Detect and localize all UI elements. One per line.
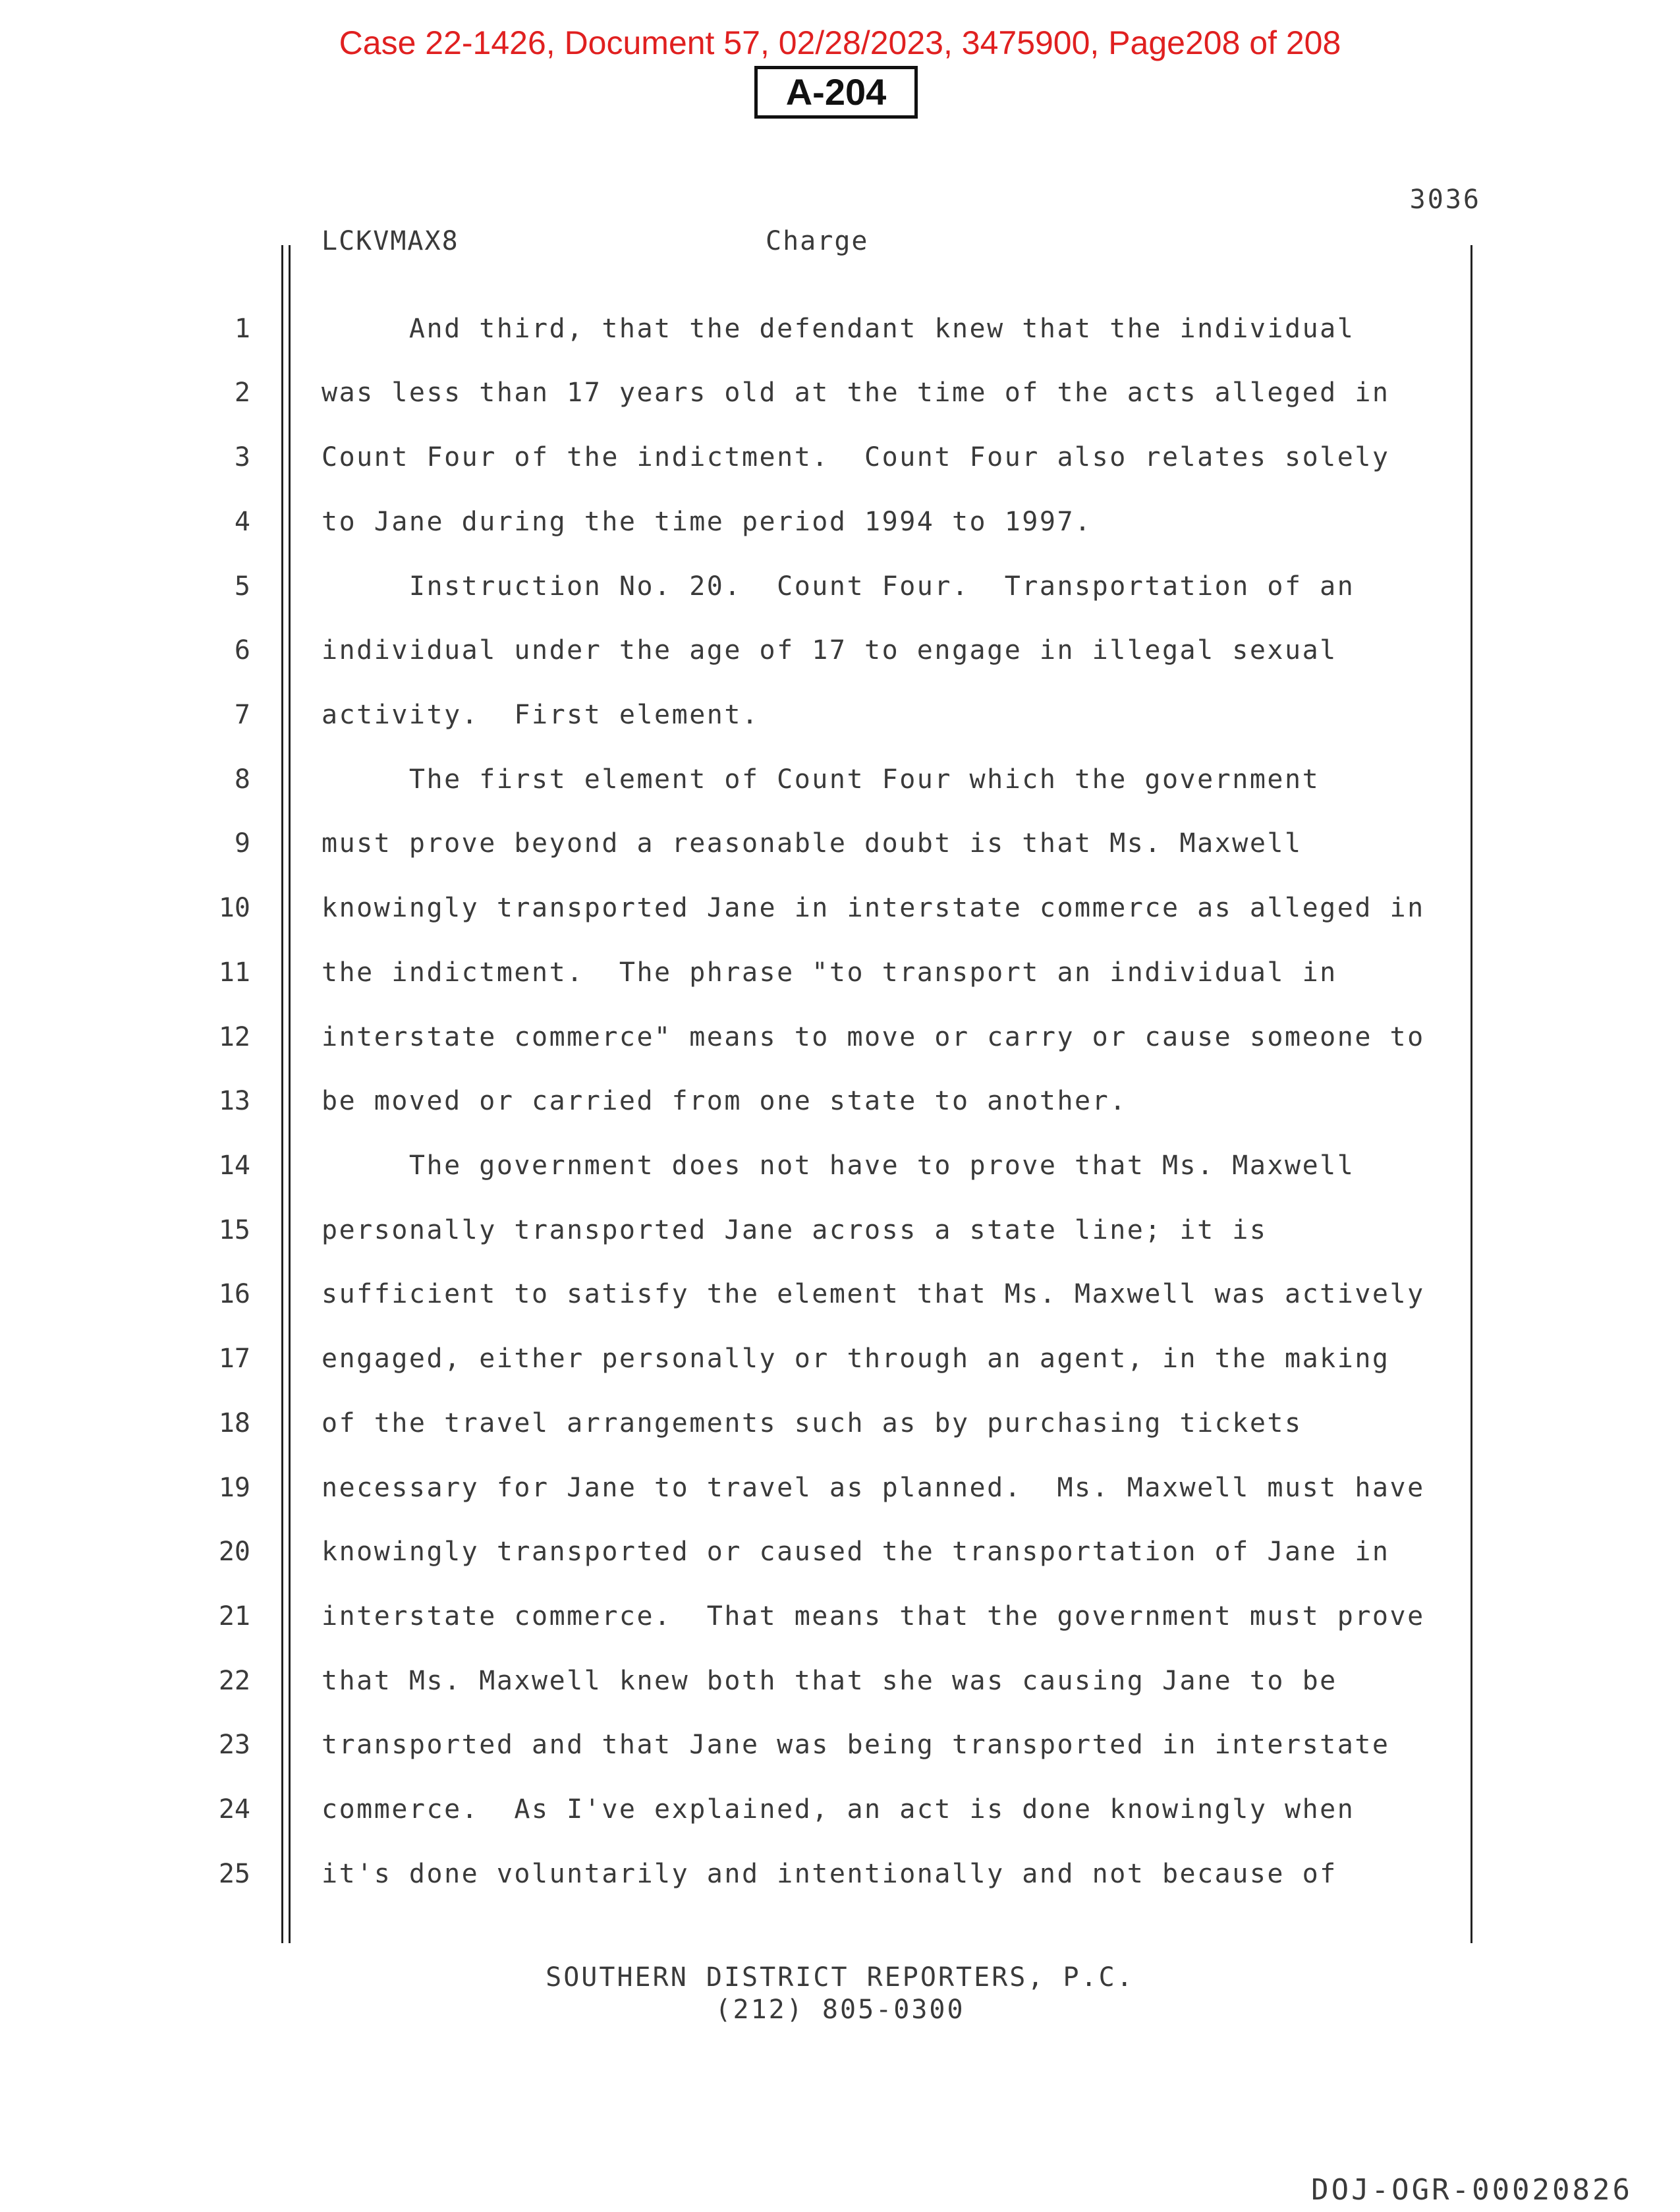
transcript-line: engaged, either personally or through an agent, in the making	[322, 1344, 1390, 1374]
transcript-line: of the travel arrangements such as by purchasing tickets	[322, 1408, 1302, 1438]
line-number: 17	[218, 1344, 250, 1374]
line-number: 9	[234, 828, 250, 859]
line-number: 23	[218, 1730, 250, 1760]
transcript-line: necessary for Jane to travel as planned. Ms. Maxwell must have	[322, 1473, 1425, 1503]
running-header-section: Charge	[766, 226, 869, 256]
footer-reporter: SOUTHERN DISTRICT REPORTERS, P.C.	[546, 1962, 1134, 1993]
transcript-line: knowingly transported Jane in interstate commerce as alleged in	[322, 893, 1425, 923]
transcript-line: interstate commerce. That means that the government must prove	[322, 1601, 1425, 1631]
transcript-line: activity. First element.	[322, 700, 760, 730]
running-header-id: LCKVMAX8	[322, 226, 459, 256]
transcript-line: personally transported Jane across a state line; it is	[322, 1215, 1268, 1245]
line-number: 12	[218, 1022, 250, 1052]
line-number: 7	[234, 700, 250, 730]
left-margin-rule-inner	[289, 245, 291, 1943]
line-number: 20	[218, 1537, 250, 1567]
line-number: 21	[218, 1601, 250, 1631]
transcript-line: transported and that Jane was being transported in interstate	[322, 1730, 1390, 1760]
line-number: 11	[218, 957, 250, 988]
page-number: 3036	[1409, 184, 1481, 215]
line-number: 5	[234, 571, 250, 602]
line-number: 6	[234, 635, 250, 666]
transcript-line: the indictment. The phrase "to transport an individual in	[322, 957, 1337, 988]
transcript-line: that Ms. Maxwell knew both that she was causing Jane to be	[322, 1666, 1337, 1696]
case-header: Case 22-1426, Document 57, 02/28/2023, 3475900, Page208 of 208	[339, 24, 1341, 61]
bates-number: DOJ-OGR-00020826	[1311, 2173, 1633, 2207]
right-margin-rule	[1470, 245, 1472, 1943]
transcript-line: must prove beyond a reasonable doubt is that Ms. Maxwell	[322, 828, 1302, 859]
left-margin-rule-outer	[281, 245, 283, 1943]
line-number: 4	[234, 507, 250, 537]
transcript-line: be moved or carried from one state to another.	[322, 1086, 1127, 1116]
transcript-line: The government does not have to prove that Ms. Maxwell	[322, 1150, 1355, 1181]
transcript-line: knowingly transported or caused the transportation of Jane in	[322, 1537, 1390, 1567]
line-number: 16	[218, 1279, 250, 1309]
line-number: 15	[218, 1215, 250, 1245]
line-number: 2	[234, 378, 250, 408]
line-number: 19	[218, 1473, 250, 1503]
transcript-line: And third, that the defendant knew that the individual	[322, 314, 1355, 344]
transcript-line: it's done voluntarily and intentionally and not because of	[322, 1859, 1337, 1889]
transcript-line: was less than 17 years old at the time of the acts alleged in	[322, 378, 1390, 408]
transcript-line: to Jane during the time period 1994 to 1997.	[322, 507, 1092, 537]
line-number: 1	[234, 314, 250, 344]
footer-phone: (212) 805-0300	[715, 1995, 965, 2025]
transcript-line: interstate commerce" means to move or carry or cause someone to	[322, 1022, 1425, 1052]
line-number: 3	[234, 442, 250, 472]
transcript-line: individual under the age of 17 to engage in illegal sexual	[322, 635, 1337, 666]
exhibit-label: A-204	[754, 66, 918, 119]
transcript-line: Instruction No. 20. Count Four. Transportation of an	[322, 571, 1355, 602]
line-number: 24	[218, 1794, 250, 1825]
transcript-line: commerce. As I've explained, an act is done knowingly when	[322, 1794, 1355, 1825]
line-number: 10	[218, 893, 250, 923]
line-number: 14	[218, 1150, 250, 1181]
line-number: 18	[218, 1408, 250, 1438]
line-number: 25	[218, 1859, 250, 1889]
transcript-line: The first element of Count Four which the government	[322, 764, 1320, 795]
transcript-line: sufficient to satisfy the element that Ms. Maxwell was actively	[322, 1279, 1425, 1309]
line-number: 22	[218, 1666, 250, 1696]
line-number: 13	[218, 1086, 250, 1116]
line-number: 8	[234, 764, 250, 795]
transcript-line: Count Four of the indictment. Count Four also relates solely	[322, 442, 1390, 472]
